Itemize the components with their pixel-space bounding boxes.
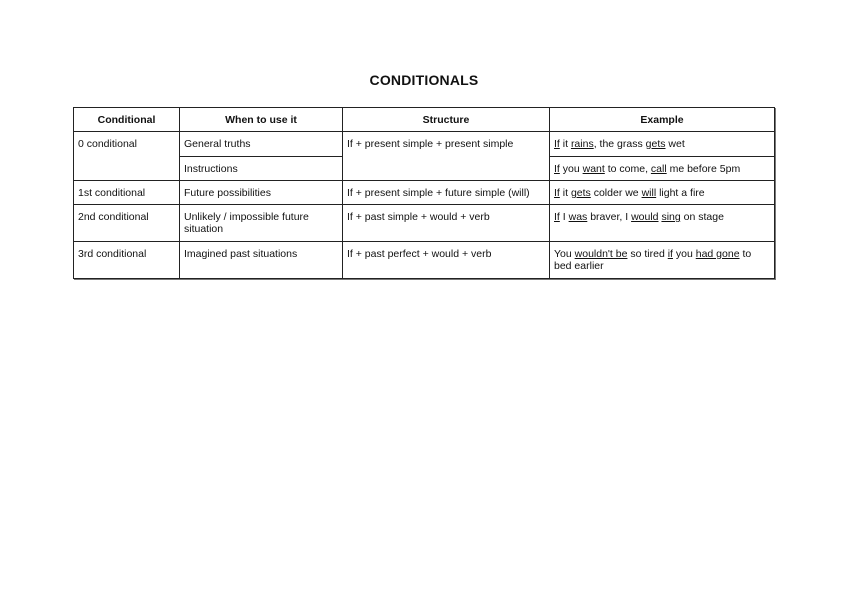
example-text: on stage — [680, 211, 724, 223]
underlined-keyword: If — [554, 138, 560, 150]
underlined-keyword: if — [667, 248, 673, 260]
table-row — [74, 205, 775, 242]
cell-example — [550, 132, 775, 157]
underlined-keyword: gets — [645, 138, 666, 150]
underlined-keyword: If — [554, 163, 560, 175]
example-text: , the grass — [593, 138, 646, 150]
underlined-keyword: If — [554, 211, 560, 223]
conditionals-table — [73, 107, 775, 279]
cell-structure: If + present simple + future simple (will) — [343, 181, 550, 205]
example-text: it — [559, 187, 571, 199]
header-structure: Structure — [343, 108, 550, 132]
cell-when: Imagined past situations — [180, 242, 343, 279]
underlined-keyword: will — [641, 187, 657, 199]
underlined-keyword: gets — [570, 187, 591, 199]
underlined-keyword: rains — [570, 138, 594, 150]
underlined-keyword: had gone — [695, 248, 740, 260]
example-text: wet — [665, 138, 685, 150]
underlined-keyword: call — [650, 163, 667, 175]
cell-example — [550, 181, 775, 205]
table-row — [74, 181, 775, 205]
example-text: to come, — [604, 163, 651, 175]
cell-conditional: 3rd conditional — [74, 242, 180, 279]
header-example: Example — [550, 108, 775, 132]
cell-conditional: 2nd conditional — [74, 205, 180, 242]
underlined-keyword: would — [631, 211, 659, 223]
cell-structure: If + present simple + present simple — [343, 132, 550, 181]
cell-conditional: 0 conditional — [74, 132, 180, 181]
underlined-keyword: was — [568, 211, 588, 223]
cell-conditional: 1st conditional — [74, 181, 180, 205]
cell-when: Instructions — [180, 157, 343, 181]
cell-when: Unlikely / impossible future situation — [180, 205, 343, 242]
example-text: to bed earlier — [554, 248, 752, 272]
header-conditional: Conditional — [74, 108, 180, 132]
table-header-row — [74, 108, 775, 132]
cell-example — [550, 157, 775, 181]
example-text: light a fire — [656, 187, 705, 199]
cell-example — [550, 205, 775, 242]
conditionals-table-container — [73, 107, 775, 279]
cell-structure: If + past perfect + would + verb — [343, 242, 550, 279]
underlined-keyword: wouldn't be — [574, 248, 628, 260]
table-row — [74, 242, 775, 279]
underlined-keyword: want — [582, 163, 605, 175]
example-text: colder we — [590, 187, 642, 199]
underlined-keyword: If — [554, 187, 560, 199]
example-text: it — [559, 138, 571, 150]
example-text: you — [672, 248, 696, 260]
page-title: CONDITIONALS — [369, 72, 479, 88]
cell-when: General truths — [180, 132, 343, 157]
header-when-to-use: When to use it — [180, 108, 343, 132]
example-text: me before 5pm — [666, 163, 741, 175]
example-text: you — [559, 163, 583, 175]
underlined-keyword: sing — [661, 211, 681, 223]
table-row — [74, 132, 775, 157]
example-text: so tired — [627, 248, 668, 260]
example-text: I — [559, 211, 569, 223]
cell-when: Future possibilities — [180, 181, 343, 205]
cell-example — [550, 242, 775, 279]
cell-structure: If + past simple + would + verb — [343, 205, 550, 242]
example-text: braver, I — [587, 211, 632, 223]
example-text: You — [554, 248, 575, 260]
